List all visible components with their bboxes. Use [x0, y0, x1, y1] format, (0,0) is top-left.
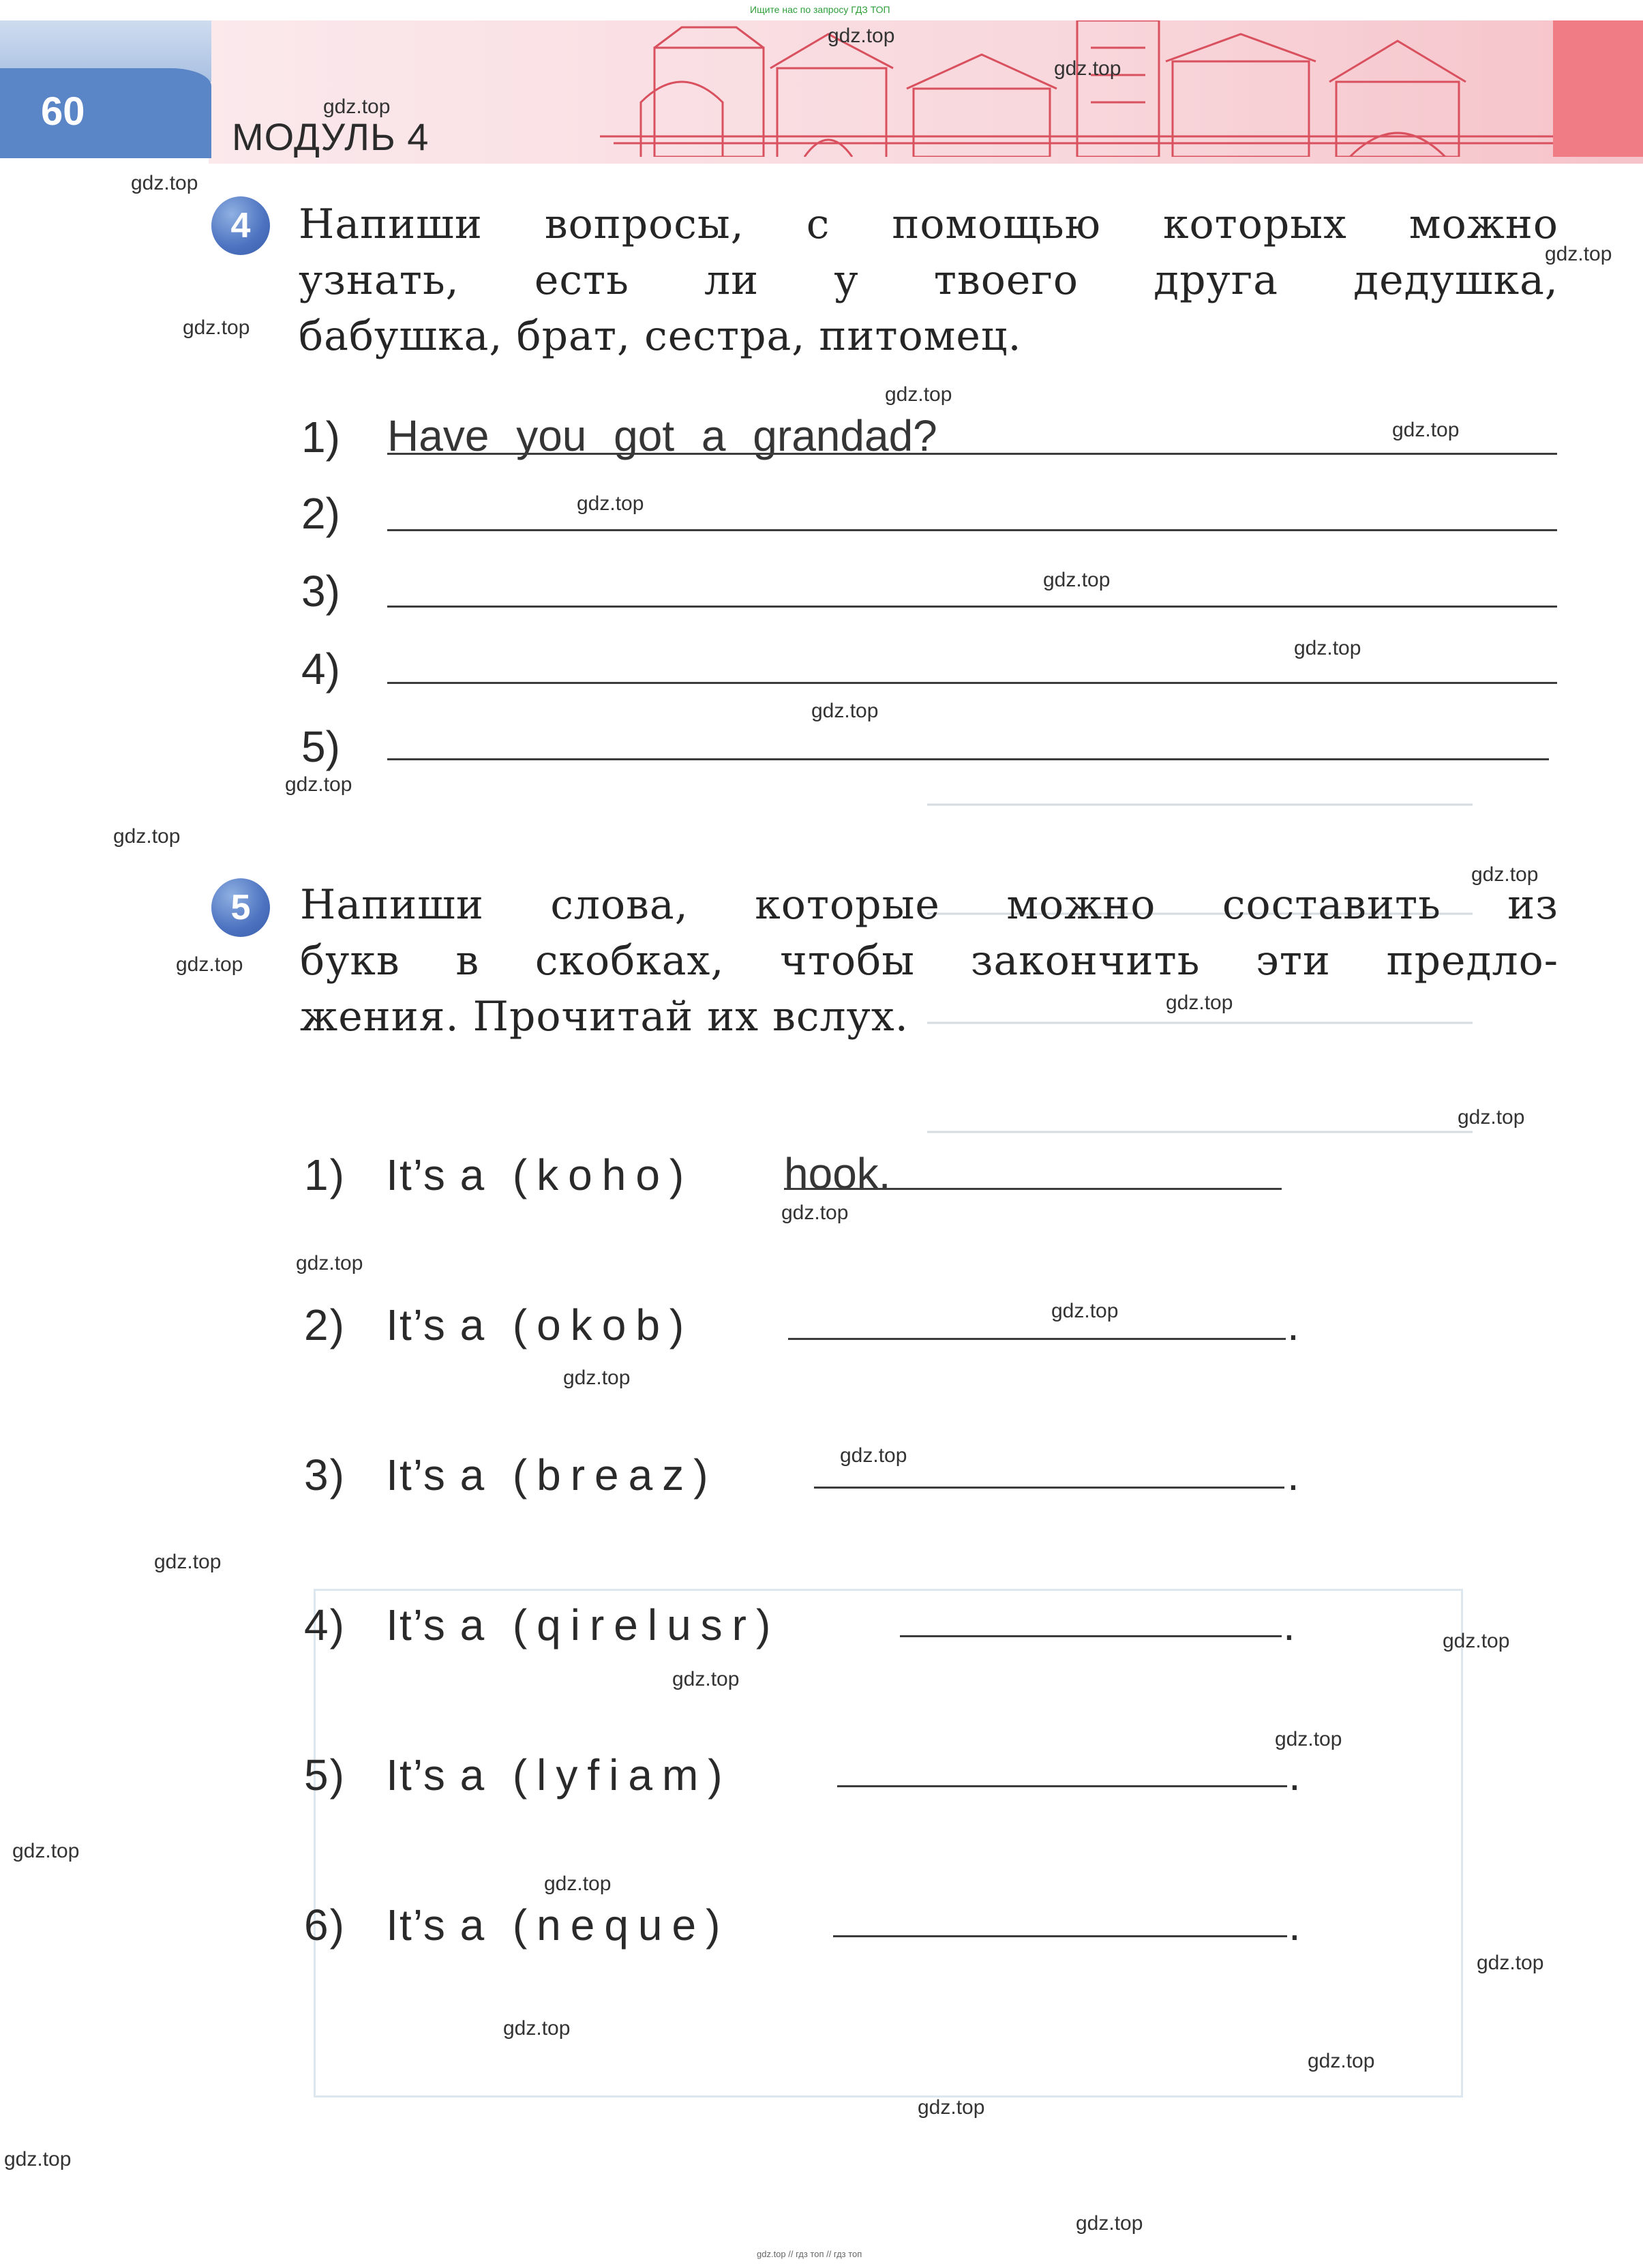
- answer-line: [784, 1188, 1282, 1190]
- watermark: gdz.top: [285, 773, 352, 796]
- item-number: 3): [301, 567, 340, 616]
- scrambled-letters: (lyfiam): [512, 1750, 732, 1800]
- answer-line: [387, 453, 1557, 455]
- item-prefix: It’s a: [386, 1300, 486, 1349]
- task-4-badge: 4: [211, 196, 270, 255]
- sentence-end: .: [1288, 1900, 1301, 1950]
- answer-line[interactable]: [387, 758, 1549, 760]
- watermark: gdz.top: [544, 1872, 612, 1895]
- watermark: gdz.top: [918, 2096, 985, 2119]
- task-5-item-2: [304, 1300, 693, 1350]
- watermark: gdz.top: [1294, 637, 1361, 659]
- watermark: gdz.top: [1308, 2050, 1375, 2072]
- task-5-item-1: [304, 1150, 693, 1200]
- task-4-instruction-line: бабушка, брат, сестра, питомец.: [299, 312, 1022, 360]
- watermark: gdz.top: [12, 1840, 80, 1862]
- watermark: gdz.top: [4, 2148, 72, 2170]
- watermark: gdz.top: [176, 953, 243, 976]
- answer-line[interactable]: [387, 606, 1557, 608]
- item-number: 6): [304, 1900, 346, 1950]
- show-through-table: [314, 1589, 1463, 2098]
- watermark: gdz.top: [1392, 419, 1460, 441]
- watermark: gdz.top: [183, 316, 250, 339]
- sentence-end: .: [1283, 1600, 1295, 1650]
- watermark: gdz.top: [1054, 57, 1121, 80]
- answer-line[interactable]: [837, 1785, 1287, 1787]
- answer-line[interactable]: [788, 1338, 1286, 1340]
- watermark: gdz.top: [828, 25, 895, 47]
- watermark: gdz.top: [577, 492, 644, 515]
- scrambled-letters: (koho): [512, 1150, 694, 1199]
- watermark: gdz.top: [1443, 1630, 1510, 1652]
- watermark: gdz.top: [563, 1367, 631, 1389]
- watermark: gdz.top: [1477, 1952, 1544, 1974]
- top-note: Ищите нас по запросу ГДЗ ТОП: [750, 4, 890, 15]
- item-number: 4): [304, 1600, 346, 1650]
- sentence-end: .: [1288, 1750, 1301, 1800]
- watermark: gdz.top: [1043, 569, 1111, 591]
- watermark: gdz.top: [885, 383, 952, 406]
- item-number: 5): [304, 1750, 346, 1800]
- scrambled-letters: (breaz): [512, 1450, 718, 1499]
- page-number: 60: [41, 89, 85, 134]
- watermark: gdz.top: [781, 1202, 849, 1224]
- item-prefix: It’s a: [386, 1900, 486, 1950]
- watermark: gdz.top: [1076, 2212, 1143, 2235]
- watermark: gdz.top: [154, 1551, 222, 1573]
- task-4-instruction: [299, 196, 1558, 364]
- answer-line[interactable]: [900, 1635, 1282, 1637]
- item-prefix: It’s a: [386, 1450, 486, 1499]
- item-prefix: It’s a: [386, 1600, 486, 1650]
- task-5-item-4: [304, 1600, 780, 1650]
- scrambled-letters: (okob): [512, 1300, 694, 1349]
- item-number: 5): [301, 722, 340, 771]
- watermark: gdz.top: [811, 700, 879, 722]
- module-title: МОДУЛЬ 4: [232, 115, 429, 158]
- task-5-answer-1[interactable]: hook.: [784, 1149, 891, 1198]
- task-4-instruction-line: узнать, есть ли у твоего друга дедушка,: [299, 256, 1558, 304]
- scrambled-letters: (qirelusr): [512, 1600, 781, 1650]
- task-5-item-3: [304, 1450, 718, 1500]
- city-skyline-illustration: [600, 20, 1561, 157]
- watermark: gdz.top: [113, 825, 181, 848]
- footer-note: gdz.top // гдз топ // гдз топ: [757, 2249, 862, 2259]
- task-5-instruction-line: жения. Прочитай их вслух.: [300, 993, 909, 1041]
- watermark: gdz.top: [323, 95, 391, 118]
- watermark: gdz.top: [840, 1444, 907, 1467]
- watermark: gdz.top: [1275, 1728, 1342, 1750]
- watermark: gdz.top: [1458, 1106, 1525, 1129]
- watermark: gdz.top: [131, 172, 198, 194]
- watermark: gdz.top: [296, 1252, 363, 1274]
- header-accent-block: [1553, 20, 1643, 157]
- watermark: gdz.top: [1545, 243, 1612, 265]
- item-prefix: It’s a: [386, 1750, 486, 1800]
- task-5-instruction-line: Напиши слова, которые можно составить из: [300, 881, 1558, 929]
- answer-line[interactable]: [387, 529, 1557, 531]
- task-5-instruction: [300, 877, 1558, 1045]
- watermark: gdz.top: [1166, 991, 1233, 1014]
- item-number: 1): [301, 413, 340, 462]
- item-number: 2): [304, 1300, 346, 1349]
- answer-line[interactable]: [387, 682, 1557, 684]
- answer-line[interactable]: [833, 1935, 1287, 1937]
- scrambled-letters: (neque): [512, 1900, 730, 1950]
- task-5-item-5: [304, 1750, 732, 1800]
- watermark: gdz.top: [1471, 863, 1539, 886]
- sentence-end: .: [1287, 1300, 1299, 1349]
- task-5-instruction-line: букв в скобках, чтобы закончить эти предло-: [300, 937, 1558, 985]
- sentence-end: .: [1287, 1450, 1299, 1499]
- item-number: 1): [304, 1150, 346, 1199]
- item-number: 2): [301, 489, 340, 538]
- watermark: gdz.top: [1051, 1300, 1119, 1322]
- task-4-answer-1[interactable]: Have you got a grandad?: [387, 411, 937, 460]
- task-5-item-6: [304, 1900, 729, 1950]
- item-number: 4): [301, 644, 340, 693]
- watermark: gdz.top: [503, 2017, 571, 2040]
- watermark: gdz.top: [672, 1668, 740, 1690]
- item-number: 3): [304, 1450, 346, 1499]
- item-prefix: It’s a: [386, 1150, 486, 1199]
- task-4-instruction-line: Напиши вопросы, с помощью которых можно: [299, 200, 1558, 248]
- task-5-badge: 5: [211, 878, 270, 937]
- answer-line[interactable]: [814, 1487, 1284, 1489]
